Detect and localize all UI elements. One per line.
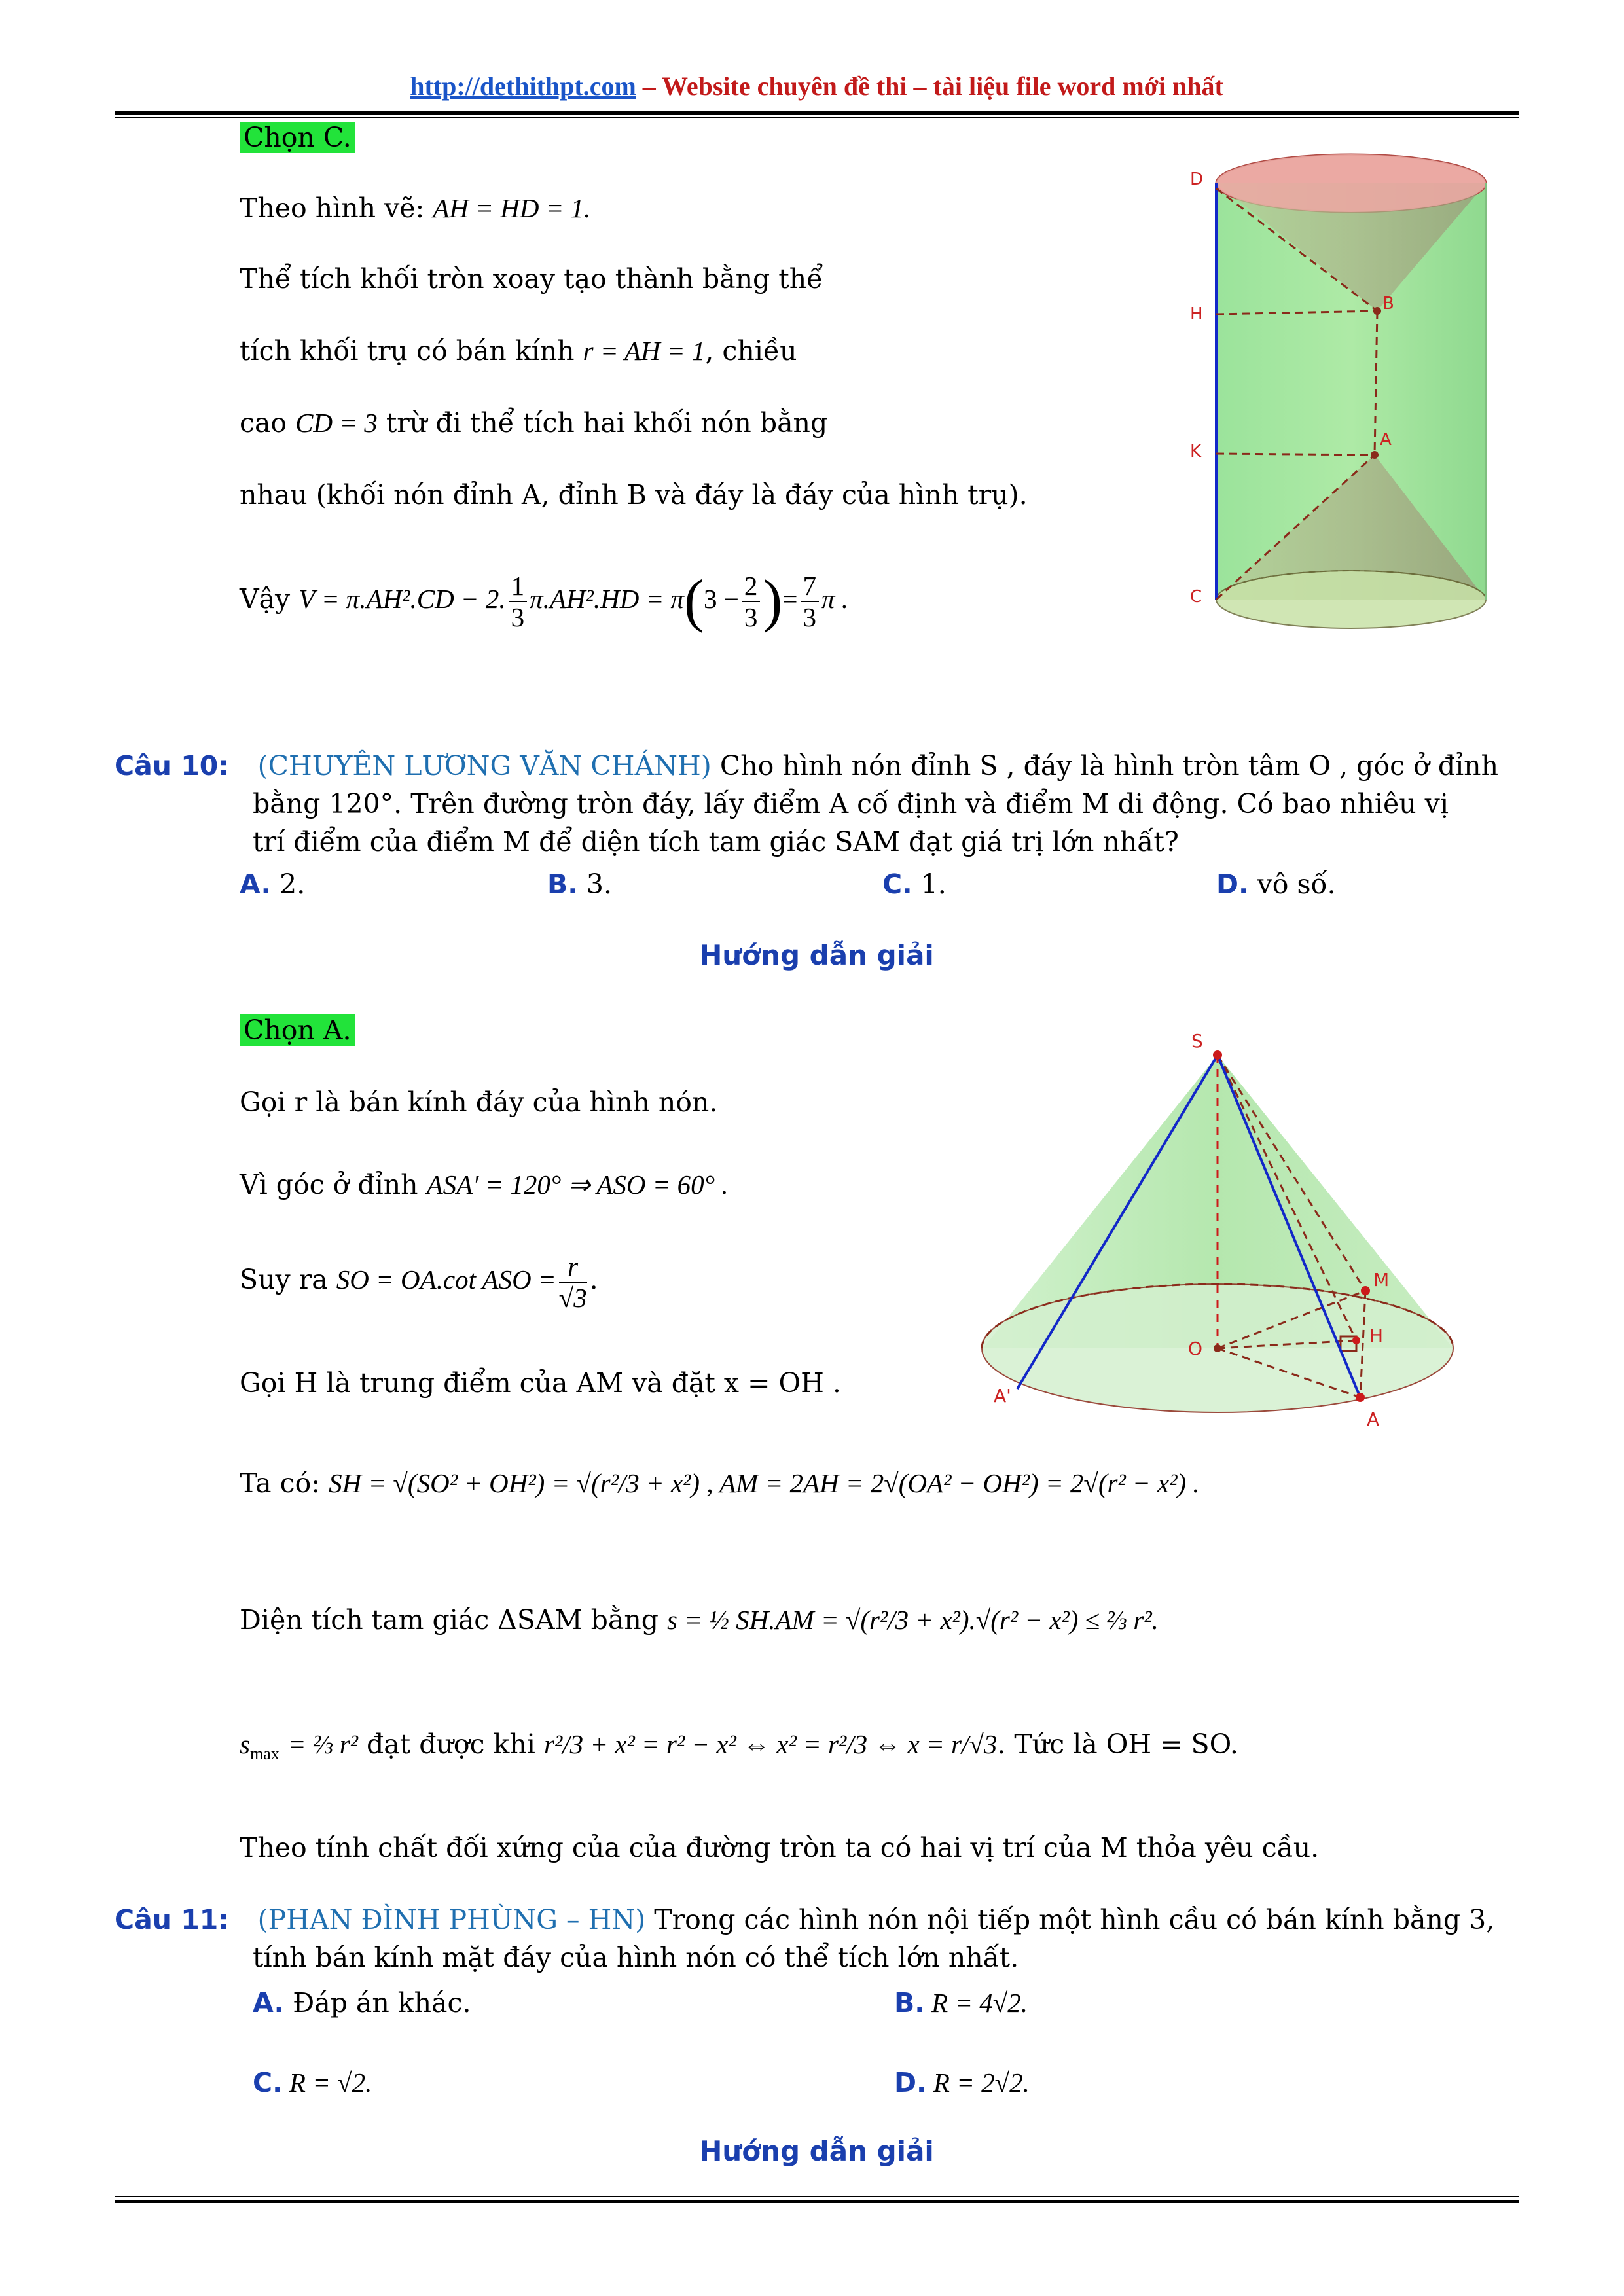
q10-option-d[interactable]: D. vô số.: [1216, 869, 1336, 900]
q10-step5: Ta có: SH = √(SO² + OH²) = √(r²/3 + x²) , AM = 2AH = 2√(OA² − OH²) = 2√(r² − x²) .: [240, 1467, 1200, 1499]
q9-line1: Theo hình vẽ: AH = HD = 1.: [240, 192, 591, 224]
q10-step3: Suy ra SO = OA.cot ASO = $\frac{r}{√3}$ .: [240, 1251, 598, 1313]
q11-option-d[interactable]: D. R = 2√2.: [894, 2067, 1030, 2098]
point-A: [1356, 1393, 1365, 1402]
q9-line5: nhau (khối nón đỉnh A, đỉnh B và đáy là đáy của hình trụ).: [240, 479, 1028, 511]
q10-stem-line3: trí điểm của điểm M để diện tích tam giác SAM đạt giá trị lớn nhất?: [253, 826, 1179, 857]
q11-option-c[interactable]: C. R = √2.: [253, 2067, 372, 2098]
q10-stem-line2: bằng 120°. Trên đường tròn đáy, lấy điểm A cố định và điểm M di động. Có bao nhiêu vị: [253, 788, 1449, 819]
point-O: [1214, 1344, 1221, 1352]
label-A: A: [1367, 1408, 1380, 1430]
q9-line4: cao CD = 3 trừ đi thể tích hai khối nón bằng: [240, 407, 828, 439]
q10-source: (CHUYÊN LƯƠNG VĂN CHÁNH): [257, 750, 712, 781]
label-D: D: [1190, 170, 1204, 189]
q10-option-c[interactable]: C. 1.: [882, 869, 947, 900]
q10-stem-line1: Câu 10: (CHUYÊN LƯƠNG VĂN CHÁNH) Cho hình nón đỉnh S , đáy là hình tròn tâm O , góc ở đỉnh: [115, 750, 1498, 781]
q10-option-a[interactable]: A. 2.: [240, 869, 306, 900]
fraction-7-3: $\frac{7}{3}$: [801, 571, 820, 632]
q10-step4: Gọi H là trung điểm của AM và đặt x = OH .: [240, 1367, 841, 1399]
q11-stem-line1: Câu 11: (PHAN ĐÌNH PHÙNG – HN) Trong các hình nón nội tiếp một hình cầu có bán kính bằng 3,: [115, 1904, 1495, 1935]
header-tagline: – Website chuyên đề thi – tài liệu file word mới nhất: [636, 71, 1223, 101]
label-A: A: [1380, 430, 1392, 450]
label-S: S: [1191, 1030, 1203, 1052]
q11-guide-heading: Hướng dẫn giải: [699, 2135, 934, 2167]
q10-step6: Diện tích tam giác ΔSAM bằng s = ½ SH.AM = √(r²/3 + x²).√(r² − x²) ≤ ⅔ r².: [240, 1604, 1159, 1636]
q11-label: Câu 11:: [115, 1904, 229, 1935]
point-B: [1373, 307, 1381, 315]
page-header: [115, 71, 1519, 101]
fraction-2-3: $\frac{2}{3}$: [742, 571, 761, 632]
q10-step8: Theo tính chất đối xứng của của đường tròn ta có hai vị trí của M thỏa yêu cầu.: [240, 1832, 1320, 1863]
label-K: K: [1190, 442, 1202, 461]
q10-step7: $s_{max}$ = ⅔ r² đạt được khi r²/3 + x² = r² − x² ⇔ x² = r²/3 ⇔ x = r/√3. Tức là OH = SO.: [240, 1729, 1238, 1764]
q11-option-a[interactable]: A. Đáp án khác.: [253, 1987, 471, 2018]
q9-choice: Chọn C.: [240, 119, 355, 156]
q11-option-b[interactable]: B. R = 4√2.: [894, 1987, 1028, 2018]
header-rule-thin: [115, 117, 1519, 118]
label-M: M: [1373, 1269, 1390, 1291]
point-H: [1352, 1336, 1360, 1344]
point-S: [1213, 1050, 1222, 1060]
cylinder-cones-figure: [1178, 151, 1519, 635]
q10-step1: Gọi r là bán kính đáy của hình nón.: [240, 1086, 718, 1118]
q10-guide-heading: Hướng dẫn giải: [699, 939, 934, 971]
q11-source: (PHAN ĐÌNH PHÙNG – HN): [257, 1904, 646, 1935]
header-rule-thick: [115, 111, 1519, 115]
point-A: [1371, 451, 1379, 459]
q10-option-b[interactable]: B. 3.: [547, 869, 612, 900]
point-M: [1361, 1286, 1370, 1295]
q9-volume-formula: Vậy V = π.AH².CD − 2. $\frac{1}{3}$ π.AH².HD = π(3 − $\frac{2}{3}$ )= $\frac{7}{3}$ π .: [240, 568, 849, 634]
label-B: B: [1382, 294, 1394, 314]
label-A-prime: A': [994, 1385, 1011, 1407]
label-O: O: [1188, 1338, 1203, 1359]
footer-rule-thin: [115, 2196, 1519, 2197]
q9-line3: tích khối trụ có bán kính r = AH = 1, chiều: [240, 335, 797, 367]
label-H: H: [1190, 304, 1203, 324]
label-H: H: [1369, 1325, 1384, 1346]
q9-line2: Thể tích khối tròn xoay tạo thành bằng thể: [240, 263, 823, 295]
fraction-1-3: $\frac{1}{3}$: [509, 571, 528, 632]
q10-step2: Vì góc ở đỉnh ASA′ = 120° ⇒ ASO = 60° .: [240, 1169, 729, 1200]
label-C: C: [1190, 587, 1202, 607]
footer-rule-thick: [115, 2200, 1519, 2203]
q11-stem-line2: tính bán kính mặt đáy của hình nón có thể tích lớn nhất.: [253, 1942, 1019, 1973]
cone-figure: [975, 1028, 1473, 1446]
header-link[interactable]: http://dethithpt.com: [410, 71, 636, 101]
q10-choice: Chọn A.: [240, 1012, 355, 1049]
q10-label: Câu 10:: [115, 750, 229, 781]
